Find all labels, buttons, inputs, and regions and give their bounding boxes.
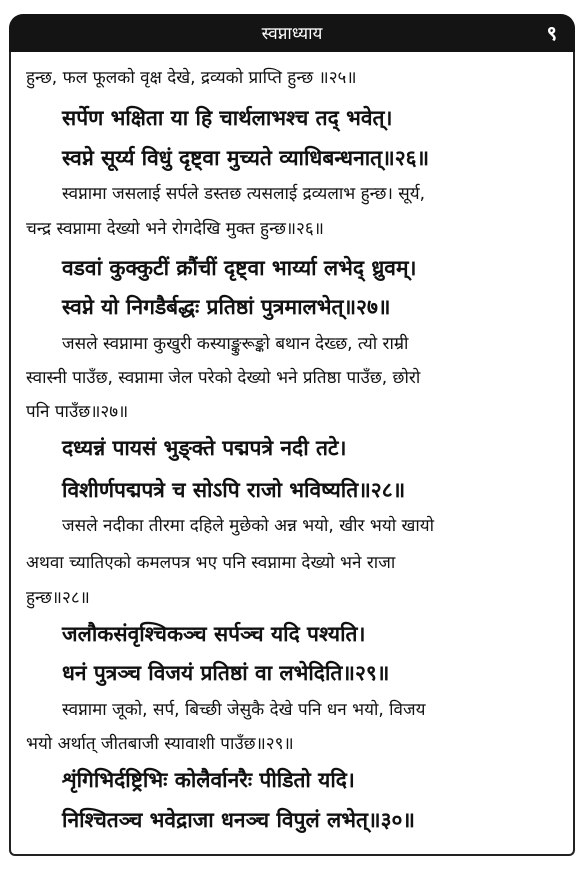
prose-line: पनि पाउँछ॥२७॥ — [26, 402, 129, 422]
prose-line: चन्द्र स्वप्नामा देख्यो भने रोगदेखि मुक्त हुन्छ॥२६॥ — [26, 219, 324, 239]
verse-line: दध्यन्नं पायसं भुङ्क्ते पद्मपत्रे नदी तटे। — [62, 436, 347, 460]
prose-line: स्वास्नी पाउँछ, स्वप्नामा जेल परेको देख्यो भने प्रतिष्ठा पाउँछ, छोरो — [26, 368, 421, 388]
prose-line: हुन्छ, फल फूलको वृक्ष देखे, द्रव्यको प्राप्ति हुन्छ ॥२५॥ — [26, 68, 357, 88]
verse-line: स्वप्ने यो निगडैर्बद्धः प्रतिष्ठां पुत्रमालभेत्॥२७॥ — [62, 295, 391, 319]
prose-line: हुन्छ॥२८॥ — [26, 588, 90, 608]
verse-line: निश्चितञ्च भवेद्राजा धनञ्च विपुलं लभेत्॥३०॥ — [62, 808, 415, 832]
verse-line: शृंगिभिर्दष्ट्रिभिः कोलैर्वानरैः पीडितो यदि। — [62, 768, 355, 792]
prose-line: स्वप्नामा जसलाई सर्पले डस्तछ त्यसलाई द्रव्यलाभ हुन्छ। सूर्य, — [62, 184, 426, 204]
prose-line: जसले नदीका तीरमा दहिले मुछेको अन्न भयो, खीर भयो खायो — [62, 516, 435, 536]
verse-line: विशीर्णपद्मपत्रे च सोऽपि राजो भविष्यति॥२८॥ — [62, 478, 406, 502]
verse-line: जलौकसंवृश्चिकञ्च सर्पञ्च यदि पश्यति। — [62, 622, 366, 646]
verse-line: वडवां कुक्कुटीं क्रौंचीं दृष्ट्वा भार्य्या लभेद् ध्रुवम्। — [62, 256, 417, 280]
chapter-title: स्वप्नाध्याय — [261, 24, 323, 44]
prose-line: स्वप्नामा जूको, सर्प, बिच्छी जेसुकै देखे पनि धन भयो, विजय — [62, 700, 426, 720]
chapter-header — [9, 14, 575, 52]
verse-line: सर्पेण भक्षिता या हि चार्थलाभश्च तद् भवेत्। — [62, 106, 393, 130]
prose-line: अथवा च्यातिएको कमलपत्र भए पनि स्वप्नामा देख्यो भने राजा — [26, 553, 396, 573]
verse-line: धनं पुत्रञ्च विजयं प्रतिष्ठां वा लभेदिति॥२९॥ — [62, 661, 390, 685]
prose-line: जसले स्वप्नामा कुखुरी कस्याङ्कुरूङ्को बथान देख्छ, त्यो राम्री — [62, 334, 409, 354]
prose-line: भयो अर्थात् जीतबाजी स्यावाशी पाउँछ॥२९॥ — [26, 734, 294, 754]
page-number: ९ — [546, 21, 557, 45]
verse-line: स्वप्ने सूर्य्य विधुं दृष्ट्वा मुच्यते व्याधिबन्धनात्॥२६॥ — [62, 146, 430, 170]
